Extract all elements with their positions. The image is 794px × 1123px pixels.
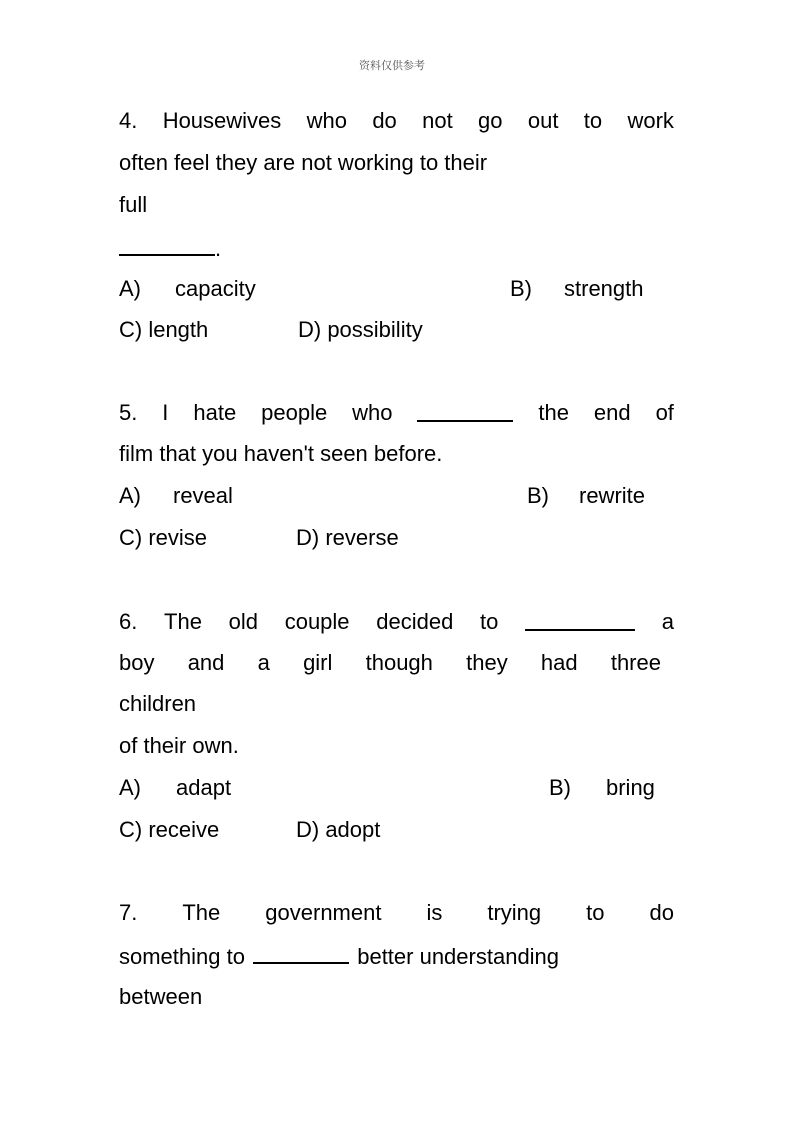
option-d[interactable]: D) possibility xyxy=(298,317,423,342)
word: three xyxy=(610,650,661,675)
word: I xyxy=(162,400,169,425)
word: a xyxy=(257,650,270,675)
text-segment: something to xyxy=(119,944,245,969)
option-d[interactable]: D) adopt xyxy=(296,817,381,842)
word: a xyxy=(661,609,674,634)
word: to xyxy=(583,108,603,133)
word: work xyxy=(627,108,674,133)
page-header-note: 资料仅供参考 xyxy=(359,59,425,72)
word: go xyxy=(478,108,503,133)
word: government xyxy=(265,900,382,925)
word: girl xyxy=(303,650,333,675)
option-c[interactable]: C) length xyxy=(119,317,209,342)
question-number: 5. xyxy=(119,400,138,425)
word: boy xyxy=(119,650,155,675)
option-text: adapt xyxy=(176,775,232,800)
question-6-line-1 xyxy=(119,609,674,635)
option-b[interactable] xyxy=(527,483,646,509)
question-number: 4. xyxy=(119,108,138,133)
option-text: capacity xyxy=(175,276,256,301)
option-d[interactable]: D) reverse xyxy=(296,525,399,550)
question-4-line-1 xyxy=(119,108,674,134)
option-letter: A) xyxy=(119,483,141,508)
word: they xyxy=(466,650,508,675)
question-7-line-1 xyxy=(119,900,674,926)
answer-blank[interactable] xyxy=(525,609,635,631)
sentence-end: . xyxy=(215,236,222,261)
text-segment: better understanding xyxy=(357,944,560,969)
option-letter: B) xyxy=(527,483,549,508)
word: The xyxy=(164,609,202,634)
word: Housewives xyxy=(162,108,282,133)
option-text: strength xyxy=(564,276,644,301)
word: hate xyxy=(193,400,237,425)
question-4-line-3: full xyxy=(119,192,148,217)
word: old xyxy=(228,609,259,634)
word: though xyxy=(365,650,433,675)
question-5-line-1 xyxy=(119,400,674,426)
word: The xyxy=(182,900,221,925)
word: to xyxy=(480,609,499,634)
question-7-line-2 xyxy=(119,942,559,970)
word: do xyxy=(372,108,397,133)
option-letter: B) xyxy=(549,775,571,800)
option-a[interactable] xyxy=(119,276,256,302)
answer-blank[interactable] xyxy=(119,234,215,256)
question-6-line-2 xyxy=(119,650,661,676)
option-c[interactable]: C) receive xyxy=(119,817,220,842)
question-6-line-3: children xyxy=(119,691,197,716)
option-letter: B) xyxy=(510,276,532,301)
question-number: 7. xyxy=(119,900,138,925)
answer-blank[interactable] xyxy=(417,400,513,422)
question-7-line-3: between xyxy=(119,984,203,1009)
option-text: reveal xyxy=(173,483,233,508)
option-b[interactable] xyxy=(510,276,644,302)
question-5-line-2: film that you haven't seen before. xyxy=(119,441,443,466)
word: of xyxy=(655,400,674,425)
word: people xyxy=(261,400,328,425)
word: who xyxy=(306,108,347,133)
word: not xyxy=(422,108,453,133)
answer-blank[interactable] xyxy=(253,942,349,964)
word: and xyxy=(187,650,225,675)
question-4-line-2: often feel they are not working to their xyxy=(119,150,488,175)
word: trying xyxy=(487,900,542,925)
word: is xyxy=(426,900,443,925)
word: who xyxy=(352,400,393,425)
word: couple xyxy=(284,609,350,634)
question-4-line-4 xyxy=(119,234,221,262)
word: decided xyxy=(376,609,454,634)
option-text: rewrite xyxy=(579,483,646,508)
word: the xyxy=(538,400,569,425)
option-a[interactable] xyxy=(119,483,233,509)
word: out xyxy=(527,108,559,133)
option-letter: A) xyxy=(119,276,141,301)
option-text: bring xyxy=(606,775,655,800)
word: do xyxy=(649,900,674,925)
option-c[interactable]: C) revise xyxy=(119,525,208,550)
word: had xyxy=(540,650,578,675)
option-b[interactable] xyxy=(549,775,655,801)
word: end xyxy=(593,400,631,425)
option-a[interactable] xyxy=(119,775,232,801)
word: to xyxy=(586,900,605,925)
question-6-line-4: of their own. xyxy=(119,733,239,758)
option-letter: A) xyxy=(119,775,141,800)
question-number: 6. xyxy=(119,609,138,634)
